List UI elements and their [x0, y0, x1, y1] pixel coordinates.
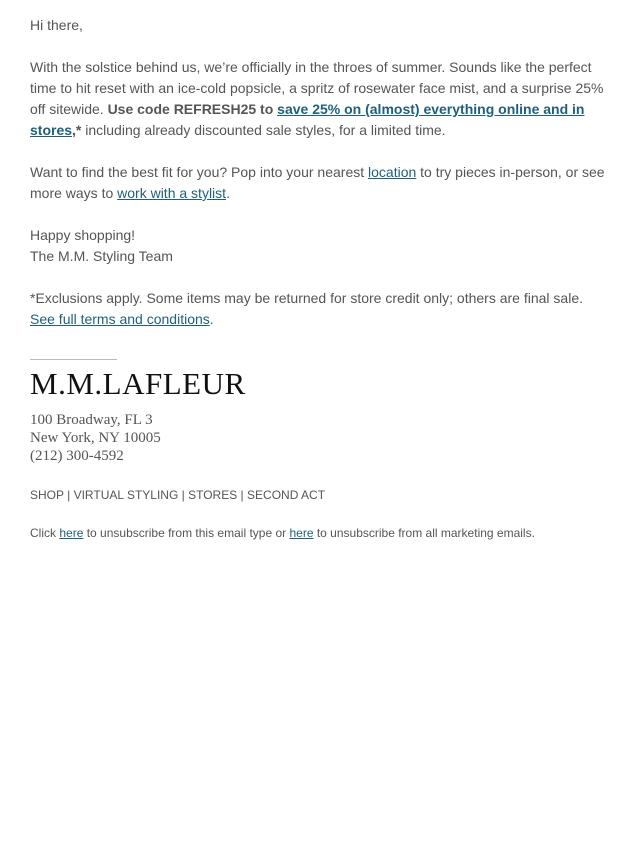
company-address: [30, 411, 610, 465]
address-line-2: New York, NY 10005: [30, 430, 161, 446]
save-25-link[interactable]: save 25% on (almost) everything online and in stores: [30, 101, 585, 138]
nav-stores-link[interactable]: STORES: [188, 488, 238, 502]
fit-paragraph: [30, 162, 610, 204]
email-footer: [30, 359, 610, 542]
location-link[interactable]: location: [368, 164, 417, 180]
fit-period: .: [226, 185, 230, 201]
brand-logo[interactable]: M.M.LAFLEUR: [30, 366, 246, 401]
unsubscribe-email-type-link[interactable]: here: [59, 526, 84, 540]
signoff-line-1: Happy shopping!: [30, 227, 136, 243]
nav-virtual-styling-link[interactable]: VIRTUAL STYLING: [73, 488, 179, 502]
terms-period: .: [209, 311, 214, 327]
nav-separator: |: [178, 488, 189, 502]
unsub-prefix: Click: [30, 526, 60, 540]
signoff: [30, 225, 610, 267]
footer-nav: [30, 486, 610, 504]
address-line-1: 100 Broadway, FL 3: [30, 412, 153, 428]
nav-second-act-link[interactable]: SECOND ACT: [247, 488, 326, 502]
work-with-stylist-link[interactable]: work with a stylist: [117, 185, 227, 201]
fit-intro-text: Want to find the best fit for you? Pop into your nearest: [30, 164, 369, 180]
unsubscribe-text: [30, 524, 610, 542]
asterisk-note: ,*: [72, 122, 82, 138]
unsub-middle: to unsubscribe from this email type or: [83, 526, 290, 540]
unsubscribe-all-link[interactable]: here: [289, 526, 314, 540]
nav-separator: |: [237, 488, 248, 502]
disclaimer-text: *Exclusions apply. Some items may be returned for store credit only; others are final sale.: [30, 290, 583, 306]
phone-number: (212) 300-4592: [30, 448, 124, 464]
fit-middle-text: to try pieces in-person, or see more ways to: [30, 164, 605, 201]
greeting: Hi there,: [30, 17, 83, 33]
promo-paragraph: [30, 57, 610, 141]
promo-code-text: Use code REFRESH25 to: [107, 101, 278, 117]
nav-shop-link[interactable]: SHOP: [30, 488, 64, 502]
email-body: [30, 15, 610, 351]
unsub-suffix: to unsubscribe from all marketing emails.: [313, 526, 535, 540]
disclaimer: [30, 288, 610, 330]
terms-and-conditions-link[interactable]: See full terms and conditions: [30, 311, 210, 327]
footer-divider: [30, 359, 117, 360]
promo-outro-text: including already discounted sale styles, for a limited time.: [81, 122, 446, 138]
promo-intro-text: With the solstice behind us, we’re officially in the throes of summer. Sounds like the perfect time to hit reset with an ice-cold popsicle, a spritz of rosewater face mist, and a surprise 25% off sitewide.: [30, 59, 604, 117]
signoff-line-2: The M.M. Styling Team: [30, 248, 173, 264]
nav-separator: |: [63, 488, 74, 502]
